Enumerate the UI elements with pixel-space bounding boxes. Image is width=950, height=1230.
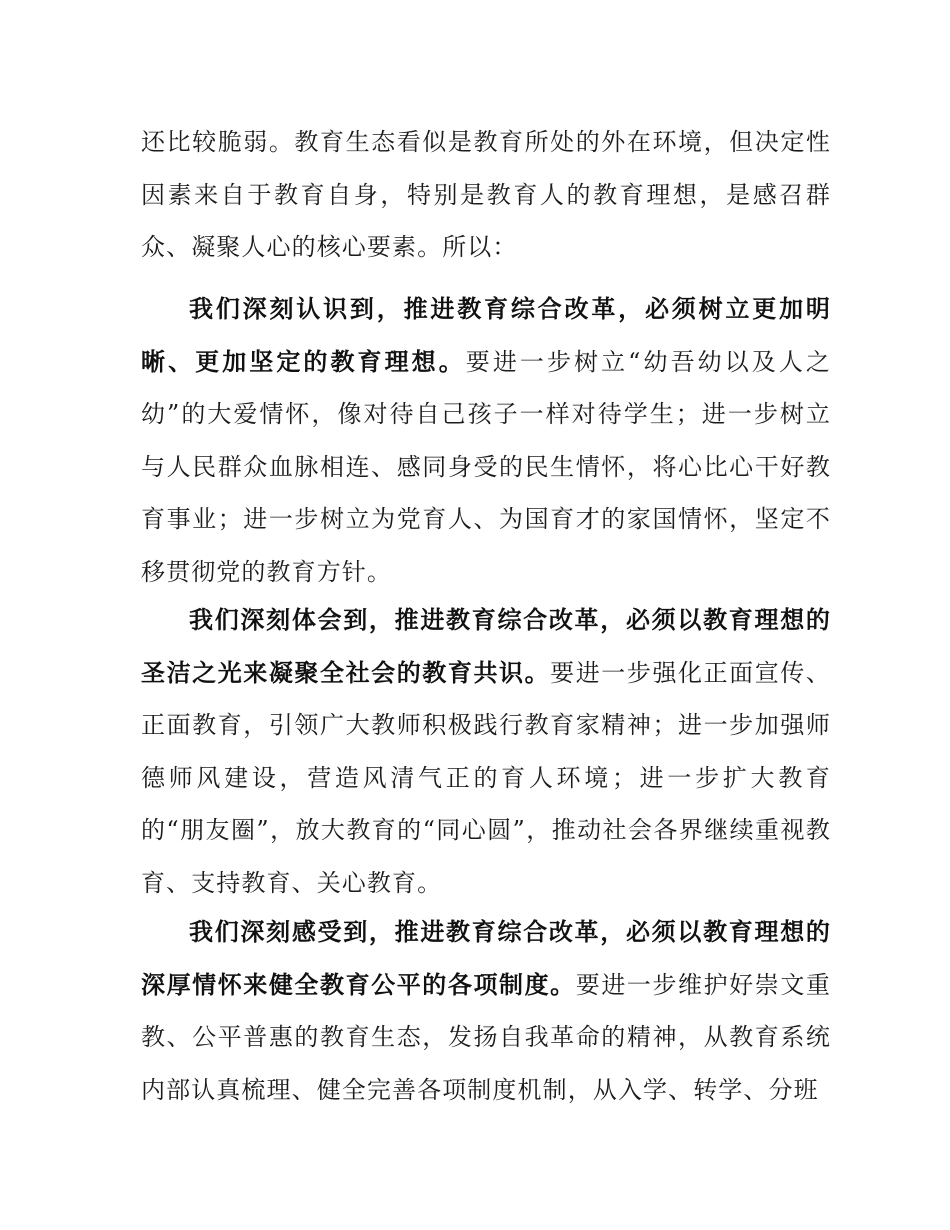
paragraph-education-fairness: [141, 906, 831, 1116]
paragraph-continuation: [141, 116, 831, 274]
paragraph-lead-bold: 我们深刻感受到，推进教育综合改革，必须以教育理想的深厚情怀来健全教育公平的各项制度。: [141, 918, 831, 999]
paragraph-text: 要进一步维护好崇文重教、公平普惠的教育生态，发扬自我革命的精神，从教育系统内部认真梳理、健全完善各项制度机制，从入学、转学、分班: [141, 970, 832, 1104]
paragraph-lead-bold: 我们深刻体会到，推进教育综合改革，必须以教育理想的圣洁之光来凝聚全社会的教育共识。: [141, 606, 831, 687]
paragraph-lead-bold: 我们深刻认识到，推进教育综合改革，必须树立更加明晰、更加坚定的教育理想。: [141, 295, 831, 376]
paragraph-text: 要进一步强化正面宣传、正面教育，引领广大教师积极践行教育家精神；进一步加强师德师风建设，营造风清气正的育人环境；进一步扩大教育的“朋友圈”，放大教育的“同心圆”，推动社会各界继续重视教育、支持教育、关心教育。: [141, 658, 831, 897]
paragraph-text: 还比较脆弱。教育生态看似是教育所处的外在环境，但决定性因素来自于教育自身，特别是教育人的教育理想，是感召群众、凝聚人心的核心要素。所以：: [141, 128, 831, 261]
paragraph-text: 要进一步树立“幼吾幼以及人之幼”的大爱情怀，像对待自己孩子一样对待学生；进一步树立与人民群众血脉相连、感同身受的民生情怀，将心比心干好教育事业；进一步树立为党育人、为国育才的家国情怀，坚定不移贯彻党的教育方针。: [141, 347, 831, 586]
paragraph-education-ideal: [141, 283, 831, 598]
paragraph-social-consensus: [141, 594, 831, 909]
